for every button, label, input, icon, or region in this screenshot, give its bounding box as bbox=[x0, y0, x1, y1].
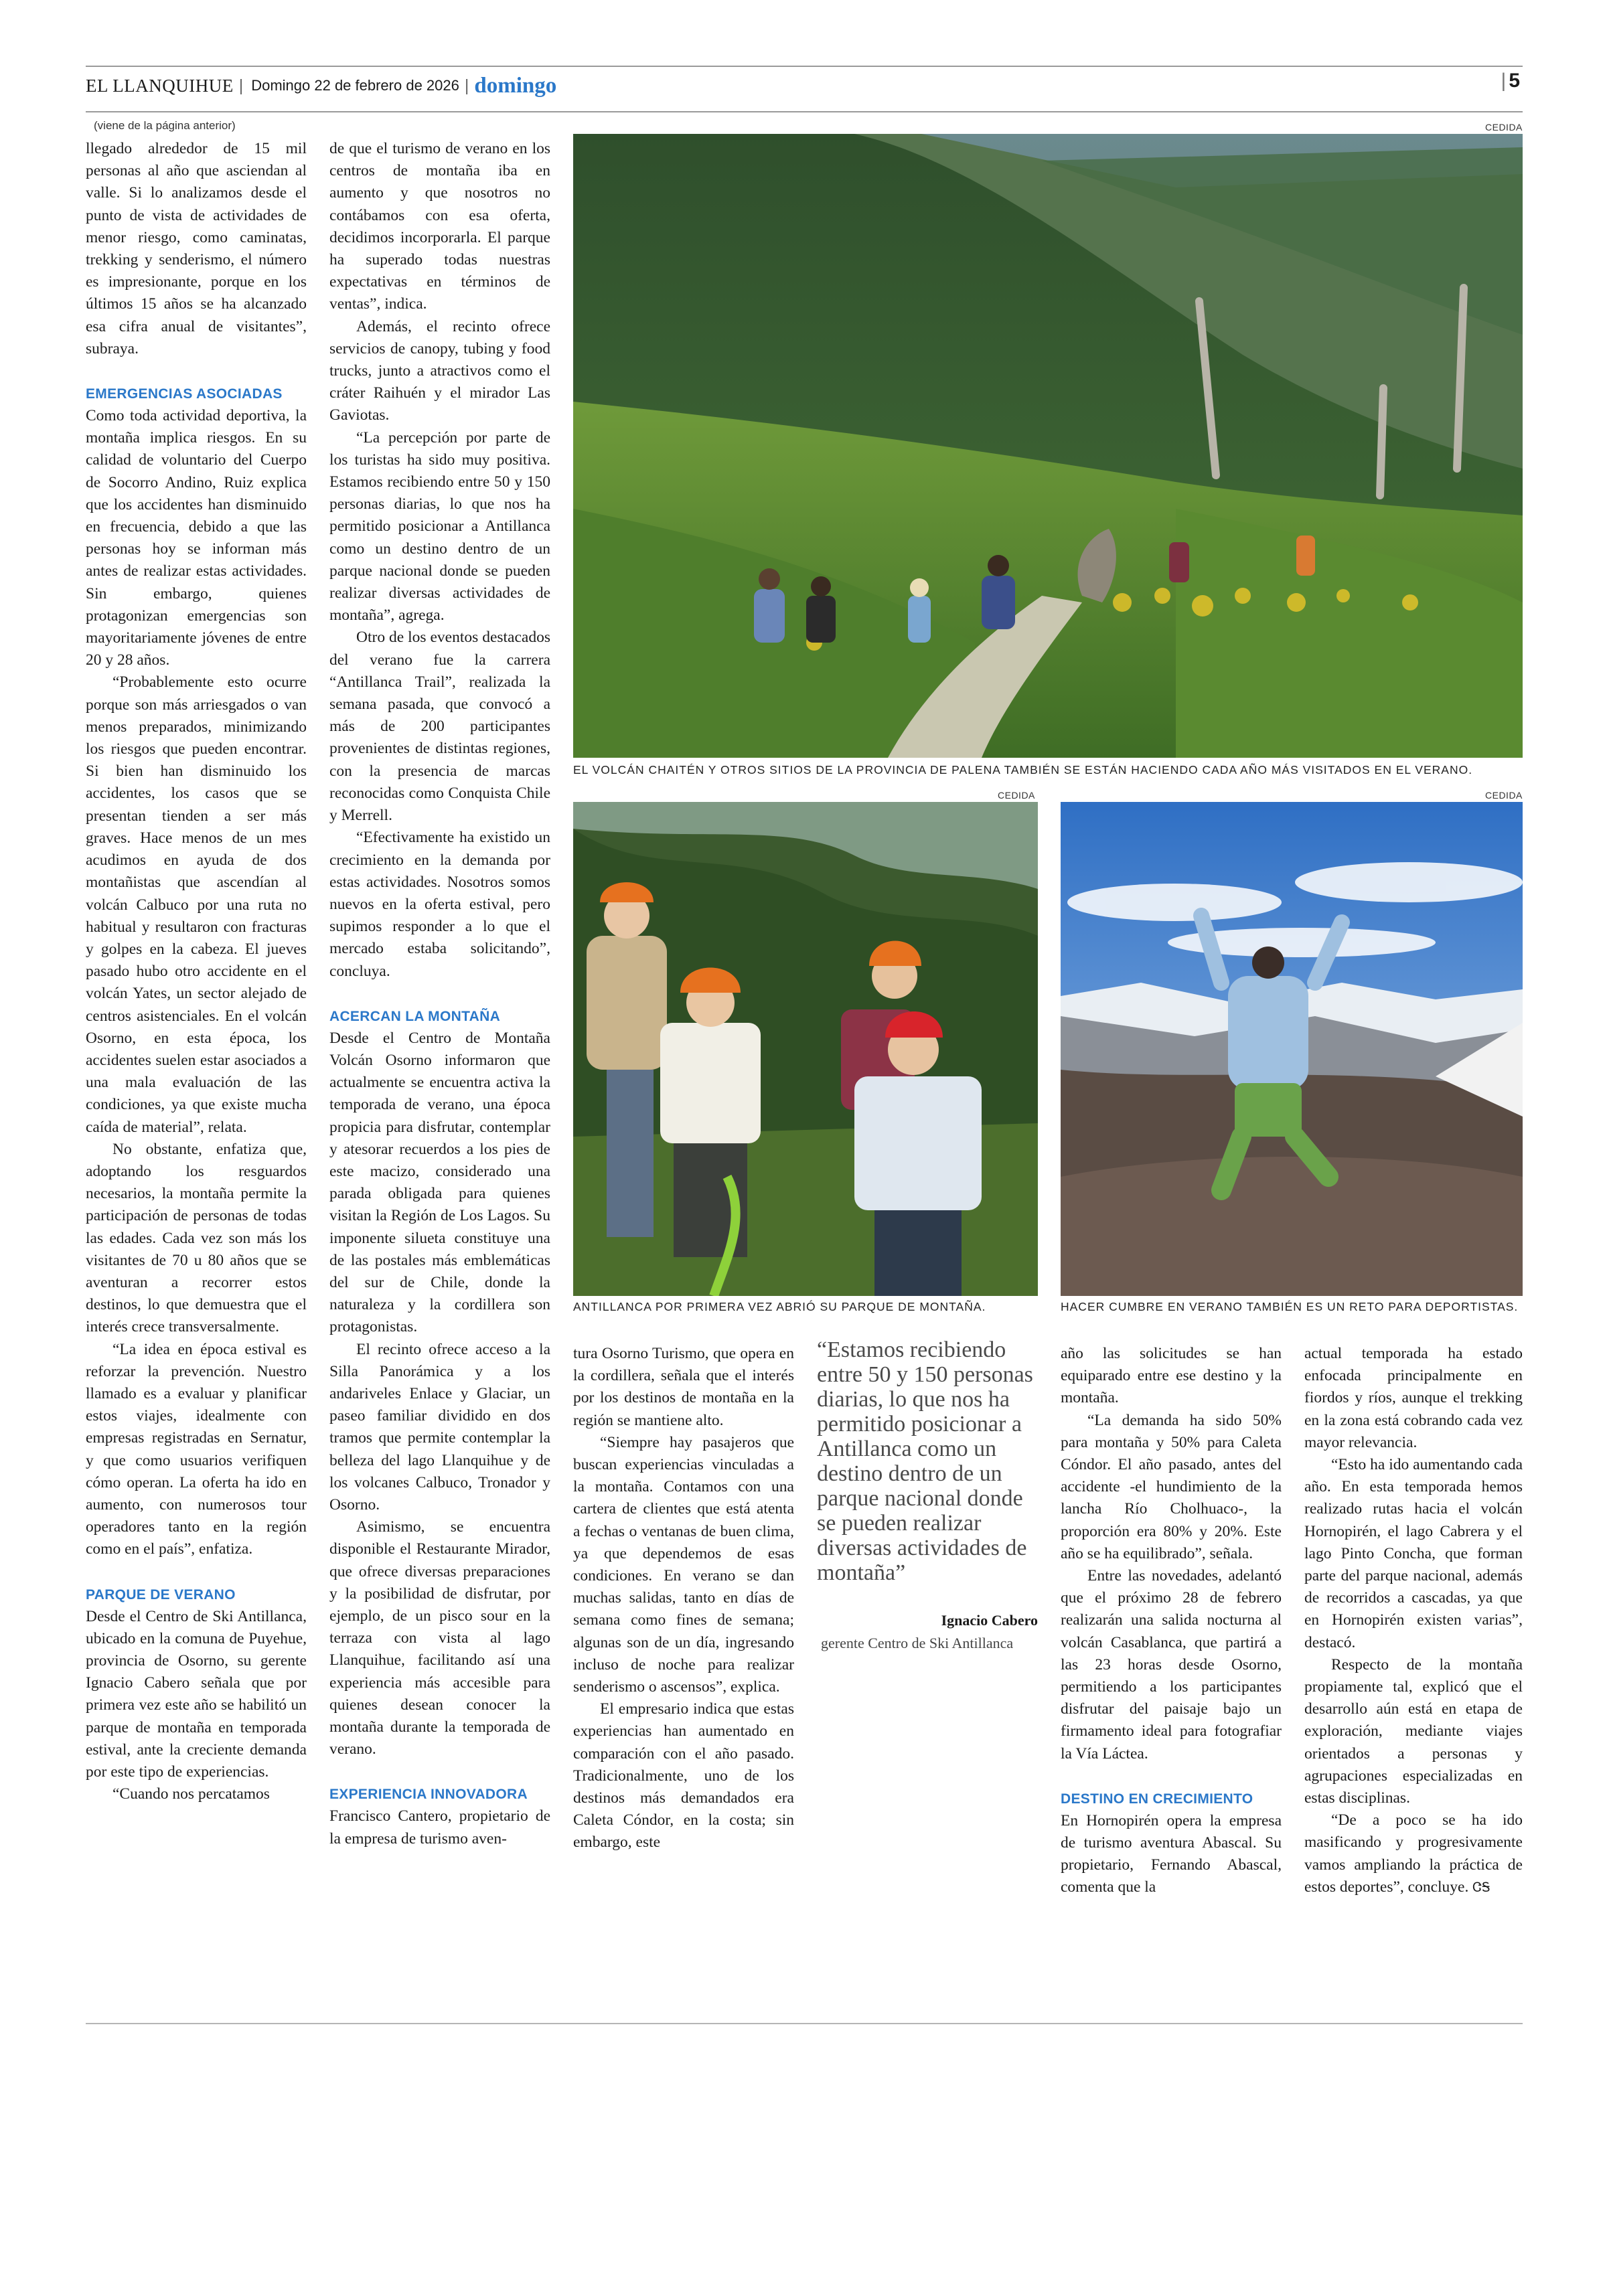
paragraph: Además, el recinto ofrece servicios de canopy, tubing y food trucks, junto a atractivos como el cráter Raihuén y el mirador Las Gaviotas. bbox=[329, 317, 550, 424]
separator: | bbox=[238, 76, 244, 95]
paragraph: “Siempre hay pasajeros que buscan experiencias vinculadas a la montaña. Contamos con una cartera de clientes que está atenta a fechas o ventanas de buen clima, ya que dependemos de esas condiciones. En verano se dan muchas salidas, tanto en días de semana como fines de semana; algunas son de un día, ingresando incluso de noche para realizar senderismo o ascensos”, explica. bbox=[573, 1433, 794, 1696]
section-name: domingo bbox=[474, 73, 557, 98]
paragraph: actual temporada ha estado enfocada principalmente en fiordos y ríos, aunque el trekking en la zona está cobrando cada vez mayor relevancia. bbox=[1304, 1345, 1523, 1451]
article-column-6 bbox=[1304, 1343, 1523, 1898]
paragraph: Francisco Cantero, propietario de la empresa de turismo aven- bbox=[329, 1807, 550, 1848]
paragraph: “Efectivamente ha existido un crecimiento en la demanda por estas actividades. Nosotros somos nuevos en la oferta estival, pero supimos responder a lo que el mercado estaba solicitando”, concluya. bbox=[329, 829, 550, 980]
paragraph: “Esto ha ido aumentando cada año. En esta temporada hemos realizado rutas hacia el volcán Hornopirén, el lago Cabrera y el lago Pinto Concha, que forman parte del parque nacional, además de recorridos a cascadas, ya que en Hornopirén existen varias”, destacó. bbox=[1304, 1456, 1523, 1651]
paragraph: “Cuando nos percatamos bbox=[112, 1785, 270, 1803]
paper-name: EL LLANQUIHUE bbox=[86, 75, 234, 96]
header-rule bbox=[86, 111, 1523, 112]
photo-caption: HACER CUMBRE EN VERANO TAMBIÉN ES UN RETO PARA DEPORTISTAS. bbox=[1061, 1300, 1519, 1313]
subheading-parque: PARQUE DE VERANO bbox=[86, 1586, 236, 1603]
paragraph: tura Osorno Turismo, que opera en la cordillera, señala que el interés por los destinos de montaña en la región se mantiene alto. bbox=[573, 1345, 794, 1429]
photo-credit: CEDIDA bbox=[998, 790, 1035, 801]
paragraph: llegado alrededor de 15 mil personas al año que asciendan al valle. Si lo analizamos desde el punto de vista de actividades de menor riesgo, como caminatas, trekking y senderismo, el número es impresionante, porque en los últimos 15 años se ha alcanzado esa cifra anual de visitantes”, subraya. bbox=[86, 140, 307, 357]
paragraph: Otro de los eventos destacados del verano fue la carrera “Antillanca Trail”, realizada la semana pasada, que convocó a más de 200 participantes provenientes de distintas regiones, con la presencia de marcas reconocidas como Conquista Chile y Merrell. bbox=[329, 629, 550, 825]
photo-credit: CEDIDA bbox=[1485, 790, 1523, 801]
group-helmets-image bbox=[573, 802, 1038, 1296]
paragraph: “De a poco se ha ido masificando y progresivamente vamos ampliando la práctica de estos deportes”, concluye. ᏣᎦ bbox=[1304, 1811, 1523, 1896]
summit-landscape-image bbox=[1061, 802, 1523, 1296]
article-column-2 bbox=[329, 138, 550, 1850]
summit-jump-photo bbox=[1061, 802, 1523, 1296]
hikers-landscape-image bbox=[573, 134, 1523, 758]
paragraph: “La idea en época estival es reforzar la prevención. Nuestro llamado es a evaluar y planificar estos viajes, idealmente con empresas registradas en Sernatur, y que como usuarios verifiquen cómo operan. La oferta ha ido en aumento, con numerosos tour operadores tanto en la región como en el país”, enfatiza. bbox=[86, 1340, 307, 1558]
paragraph: “Probablemente esto ocurre porque son más arriesgados o van menos preparados, minimizando los riesgos que pueden encontrar. Si bien han disminuido los accidentes, los casos que se presentan tienden a ser más graves. Hace menos de un mes acudimos en ayuda de dos montañistas que ascendían al volcán Calbuco por una ruta no habitual y resultaron con fracturas y golpes en la cabeza. El jueves pasado hubo otro accidente en el volcán Yates, un sector alejado de centros asistenciales. En el volcán Osorno, en esta época, los accidentes suelen estar asociados a una mala evaluación de las condiciones, ya que existe mucha caída de material”, relata. bbox=[86, 673, 307, 1136]
masthead bbox=[86, 72, 556, 99]
continued-note: (viene de la página anterior) bbox=[94, 119, 236, 132]
separator: | bbox=[464, 76, 469, 95]
paragraph: El recinto ofrece acceso a la Silla Panorámica y a los andariveles Enlace y Glaciar, un paseo familiar dividido en dos tramos que permite contemplar la belleza del lago Llanquihue y de los volcanes Calbuco, Tronador y Osorno. bbox=[329, 1340, 550, 1513]
paragraph: “La percepción por parte de los turistas ha sido muy positiva. Estamos recibiendo entre 50 y 150 personas diarias, lo que nos ha permitido posicionar a Antillanca como un destino dentro de un parque nacional donde se pueden realizar diversas actividades de montaña”, agrega. bbox=[329, 428, 550, 625]
quote-role: gerente Centro de Ski Antillanca bbox=[821, 1635, 1014, 1651]
paragraph: Entre las novedades, adelantó que el próximo 28 de febrero realizarán una salida nocturna al volcán Casablanca, que partirá a las 23 horas desde Osorno, permitiendo a los participantes disfrutar del paisaje bajo un firmamento ideal para fotografiar la Vía Láctea. bbox=[1061, 1567, 1282, 1762]
photo-credit: CEDIDA bbox=[1485, 122, 1523, 133]
article-column-1 bbox=[86, 138, 307, 1805]
paragraph: de que el turismo de verano en los centros de montaña iba en aumento y que nosotros no contábamos con esa oferta, decidimos incorporarla. El parque ha superado todas nuestras expectativas en términos de ventas”, indica. bbox=[329, 140, 550, 313]
end-mark: ᏣᎦ bbox=[1472, 1878, 1490, 1895]
subheading-destino: DESTINO EN CRECIMIENTO bbox=[1061, 1791, 1253, 1807]
paragraph: El empresario indica que estas experiencias han aumentado en comparación con el año pasado. Tradicionalmente, uno de los destinos más demandados era Caleta Cóndor, en la costa; sin embargo, este bbox=[573, 1700, 794, 1852]
paragraph: En Hornopirén opera la empresa de turismo aventura Abascal. Su propietario, Fernando Abascal, comenta que la bbox=[1061, 1811, 1282, 1896]
article-column-3 bbox=[573, 1343, 794, 1854]
paragraph: Respecto de la montaña propiamente tal, explicó que el desarrollo aún está en etapa de exploración, mediante viajes orientados a personas y agrupaciones especializadas en estas disciplinas. bbox=[1304, 1655, 1523, 1807]
subheading-experiencia: EXPERIENCIA INNOVADORA bbox=[329, 1787, 528, 1803]
pull-quote: “Estamos recibiendo entre 50 y 150 personas diarias, lo que nos ha permitido posicionar a Antillanca como un destino dentro de un parque nacional donde se pueden realizar diversas actividades de montaña” bbox=[817, 1337, 1033, 1585]
issue-date: Domingo 22 de febrero de 2026 bbox=[251, 77, 459, 94]
volcano-hikers-photo bbox=[573, 134, 1523, 758]
paragraph: Como toda actividad deportiva, la montaña implica riesgos. En su calidad de voluntario del Cuerpo de Socorro Andino, Ruiz explica que los accidentes han disminuido en frecuencia, debido a que las personas hoy se informan más antes de realizar estas actividades. Sin embargo, quienes protagonizan emergencias son mayoritariamente jóvenes de entre 20 y 28 años. bbox=[86, 407, 307, 669]
quote-author: Ignacio Cabero bbox=[941, 1612, 1038, 1629]
photo-caption: EL VOLCÁN CHAITÉN Y OTROS SITIOS DE LA PROVINCIA DE PALENA TAMBIÉN SE ESTÁN HACIENDO CADA AÑO MÁS VISITADOS EN EL VERANO. bbox=[573, 763, 1473, 776]
photo-caption: ANTILLANCA POR PRIMERA VEZ ABRIÓ SU PARQUE DE MONTAÑA. bbox=[573, 1300, 986, 1313]
paragraph: Asimismo, se encuentra disponible el Restaurante Mirador, que ofrece diversas preparaciones y la posibilidad de disfrutar, por ejemplo, de un pisco sour en la terraza con vista al lago Llanquihue, facilitando así una experiencia más accesible para quienes desean conocer la montaña durante la temporada de verano. bbox=[329, 1518, 550, 1758]
bottom-rule bbox=[86, 2023, 1523, 2024]
antillanca-group-photo bbox=[573, 802, 1038, 1296]
subheading-acercan: ACERCAN LA MONTAÑA bbox=[329, 1008, 501, 1024]
top-rule bbox=[86, 66, 1523, 67]
paragraph: Desde el Centro de Ski Antillanca, ubicado en la comuna de Puyehue, provincia de Osorno, su gerente Ignacio Cabero señala que por primera vez este año se habilitó un parque de montaña en temporada estival, ante la creciente demanda por este tipo de experiencias. bbox=[86, 1607, 307, 1781]
article-column-5 bbox=[1061, 1343, 1282, 1899]
paragraph: No obstante, enfatiza que, adoptando los resguardos necesarios, la montaña permite la participación de personas de todas las edades. Cada vez son más los visitantes de 70 u 80 años que se aventuran a recorrer estos destinos, lo que demuestra que el interés crece transversalmente. bbox=[86, 1140, 307, 1336]
page-number: | 5 bbox=[1501, 70, 1520, 92]
paragraph: “La demanda ha sido 50% para montaña y 50% para Caleta Cóndor. El año pasado, antes del accidente -el hundimiento de la lancha Río Cholhuaco-, la proporción era 80% y 20%. Este año se ha equilibrado”, señala. bbox=[1061, 1411, 1282, 1562]
paragraph: Desde el Centro de Montaña Volcán Osorno informaron que actualmente se encuentra activa la temporada de verano, una época propicia para disfrutar, contemplar y atesorar recuerdos a los pies de este macizo, considerado una parada obligada para quienes visitan la Región de Los Lagos. Su imponente silueta constituye una de las postales más emblemáticas del sur de Chile, donde la naturaleza y la cordillera son protagonistas. bbox=[329, 1029, 550, 1336]
paragraph: año las solicitudes se han equiparado entre ese destino y la montaña. bbox=[1061, 1345, 1282, 1407]
subheading-emergencias: EMERGENCIAS ASOCIADAS bbox=[86, 386, 283, 402]
